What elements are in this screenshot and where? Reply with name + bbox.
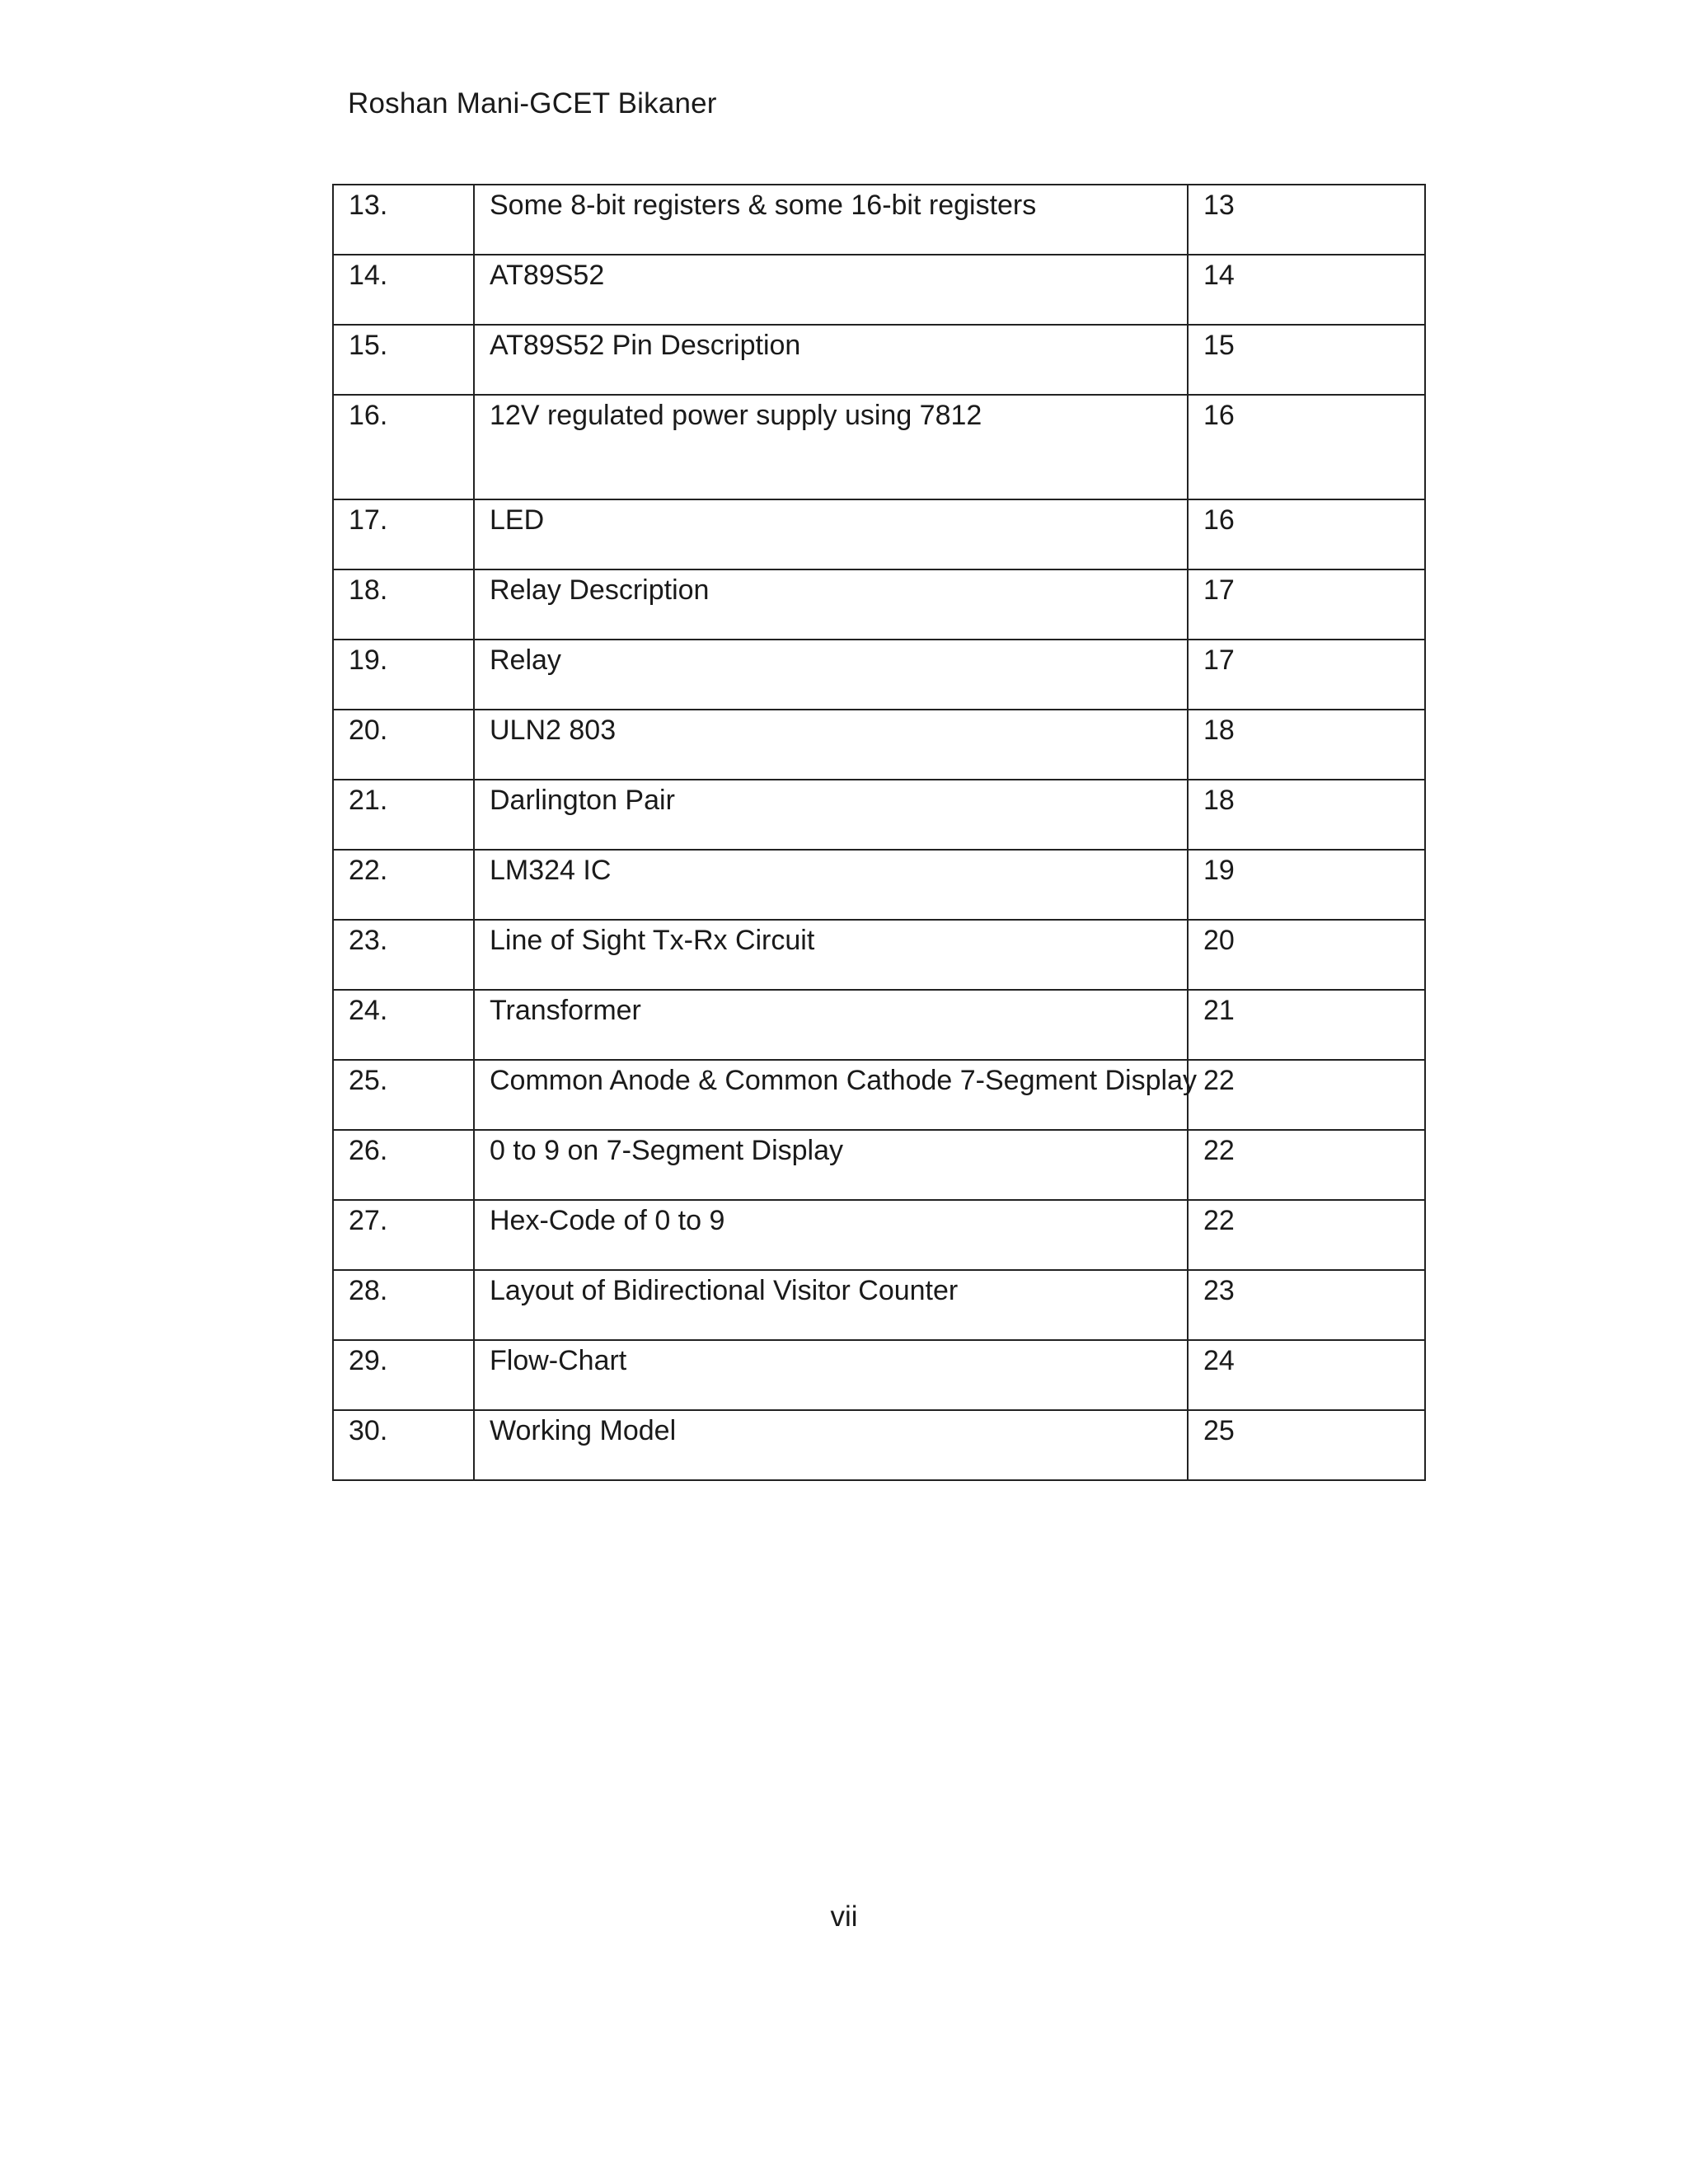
row-number: 13.	[349, 190, 388, 221]
row-number-cell	[333, 1270, 474, 1340]
row-title: 12V regulated power supply using 7812	[490, 400, 982, 431]
row-page-cell	[1188, 640, 1425, 710]
row-number: 20.	[349, 715, 388, 746]
row-page-cell	[1188, 920, 1425, 990]
row-number-cell	[333, 499, 474, 569]
row-title: LED	[490, 504, 545, 536]
row-title-cell	[474, 395, 1188, 499]
row-page: 18	[1203, 785, 1235, 816]
table-row	[333, 395, 1425, 499]
row-title: ULN2 803	[490, 715, 617, 746]
table-row	[333, 850, 1425, 920]
row-title-cell	[474, 1130, 1188, 1200]
row-title: Line of Sight Tx-Rx Circuit	[490, 925, 815, 956]
row-title: LM324 IC	[490, 855, 612, 886]
row-page-cell	[1188, 569, 1425, 640]
row-page: 22	[1203, 1065, 1235, 1096]
row-title-cell	[474, 1200, 1188, 1270]
row-number: 21.	[349, 785, 388, 816]
row-title: Hex-Code of 0 to 9	[490, 1205, 725, 1236]
table-row	[333, 640, 1425, 710]
row-number-cell	[333, 325, 474, 395]
row-title-cell	[474, 1410, 1188, 1480]
row-number: 14.	[349, 260, 388, 291]
row-number-cell	[333, 1060, 474, 1130]
row-page-cell	[1188, 850, 1425, 920]
row-title: Relay Description	[490, 574, 710, 606]
row-title-cell	[474, 1340, 1188, 1410]
row-number-cell	[333, 185, 474, 255]
row-title: Relay	[490, 644, 561, 676]
row-page: 23	[1203, 1275, 1235, 1306]
row-page-cell	[1188, 1270, 1425, 1340]
row-page: 13	[1203, 190, 1235, 221]
row-number-cell	[333, 569, 474, 640]
row-number-cell	[333, 1200, 474, 1270]
row-page-cell	[1188, 710, 1425, 780]
row-number: 15.	[349, 330, 388, 361]
row-page-cell	[1188, 325, 1425, 395]
row-number: 17.	[349, 504, 388, 536]
list-of-figures-table	[332, 184, 1426, 1481]
row-page-cell	[1188, 395, 1425, 499]
row-page: 14	[1203, 260, 1235, 291]
row-title-cell	[474, 920, 1188, 990]
row-page: 16	[1203, 400, 1235, 431]
row-page-cell	[1188, 255, 1425, 325]
row-page: 16	[1203, 504, 1235, 536]
row-title-cell	[474, 325, 1188, 395]
table-row	[333, 569, 1425, 640]
table-row	[333, 499, 1425, 569]
row-title-cell	[474, 850, 1188, 920]
row-number: 19.	[349, 644, 388, 676]
table-row	[333, 780, 1425, 850]
row-number: 25.	[349, 1065, 388, 1096]
row-number: 27.	[349, 1205, 388, 1236]
row-page-cell	[1188, 1130, 1425, 1200]
row-number: 23.	[349, 925, 388, 956]
row-page: 18	[1203, 715, 1235, 746]
table-row	[333, 185, 1425, 255]
row-title-cell	[474, 640, 1188, 710]
row-page-cell	[1188, 1200, 1425, 1270]
table-row	[333, 1340, 1425, 1410]
page-header: Roshan Mani-GCET Bikaner	[348, 87, 717, 120]
row-number: 16.	[349, 400, 388, 431]
row-page-cell	[1188, 780, 1425, 850]
row-page-cell	[1188, 1340, 1425, 1410]
row-number-cell	[333, 850, 474, 920]
table-row	[333, 710, 1425, 780]
row-title-cell	[474, 185, 1188, 255]
row-number: 29.	[349, 1345, 388, 1376]
row-number-cell	[333, 920, 474, 990]
row-title-cell	[474, 569, 1188, 640]
row-title: Common Anode & Common Cathode 7-Segment Display	[490, 1065, 1197, 1096]
row-page: 25	[1203, 1415, 1235, 1446]
row-page-cell	[1188, 1060, 1425, 1130]
row-title-cell	[474, 780, 1188, 850]
row-number-cell	[333, 1410, 474, 1480]
row-title: Some 8-bit registers & some 16-bit registers	[490, 190, 1037, 221]
row-number-cell	[333, 1340, 474, 1410]
row-page-cell	[1188, 1410, 1425, 1480]
row-title-cell	[474, 1060, 1197, 1130]
row-page: 17	[1203, 574, 1235, 606]
table-row	[333, 1130, 1425, 1200]
row-title: Transformer	[490, 995, 641, 1026]
row-number: 18.	[349, 574, 388, 606]
row-number: 24.	[349, 995, 388, 1026]
row-number-cell	[333, 1130, 474, 1200]
table-row	[333, 1200, 1425, 1270]
table-row	[333, 1410, 1425, 1480]
row-title-cell	[474, 255, 1188, 325]
row-page-cell	[1188, 185, 1425, 255]
row-title: 0 to 9 on 7-Segment Display	[490, 1135, 844, 1166]
row-number: 30.	[349, 1415, 388, 1446]
row-number-cell	[333, 640, 474, 710]
table-row	[333, 1270, 1425, 1340]
row-page: 19	[1203, 855, 1235, 886]
row-title-cell	[474, 499, 1188, 569]
row-page-cell	[1188, 499, 1425, 569]
row-page: 15	[1203, 330, 1235, 361]
row-title: Layout of Bidirectional Visitor Counter	[490, 1275, 959, 1306]
row-title-cell	[474, 710, 1188, 780]
row-title-cell	[474, 1270, 1188, 1340]
row-page: 24	[1203, 1345, 1235, 1376]
row-page-cell	[1188, 990, 1425, 1060]
row-number-cell	[333, 710, 474, 780]
row-number-cell	[333, 395, 474, 499]
row-number: 22.	[349, 855, 388, 886]
row-number: 26.	[349, 1135, 388, 1166]
row-number-cell	[333, 780, 474, 850]
row-title: Flow-Chart	[490, 1345, 627, 1376]
row-number-cell	[333, 255, 474, 325]
row-title: AT89S52 Pin Description	[490, 330, 801, 361]
row-title: AT89S52	[490, 260, 605, 291]
table-row	[333, 325, 1425, 395]
row-number: 28.	[349, 1275, 388, 1306]
table-row	[333, 255, 1425, 325]
row-page: 22	[1203, 1205, 1235, 1236]
row-page: 17	[1203, 644, 1235, 676]
row-title-cell	[474, 990, 1188, 1060]
row-title: Working Model	[490, 1415, 677, 1446]
table-row	[333, 920, 1425, 990]
row-number-cell	[333, 990, 474, 1060]
page-number: vii	[830, 1900, 858, 1933]
row-page: 22	[1203, 1135, 1235, 1166]
table-row	[333, 1060, 1425, 1130]
table-row	[333, 990, 1425, 1060]
row-page: 21	[1203, 995, 1235, 1026]
row-title: Darlington Pair	[490, 785, 675, 816]
row-page: 20	[1203, 925, 1235, 956]
